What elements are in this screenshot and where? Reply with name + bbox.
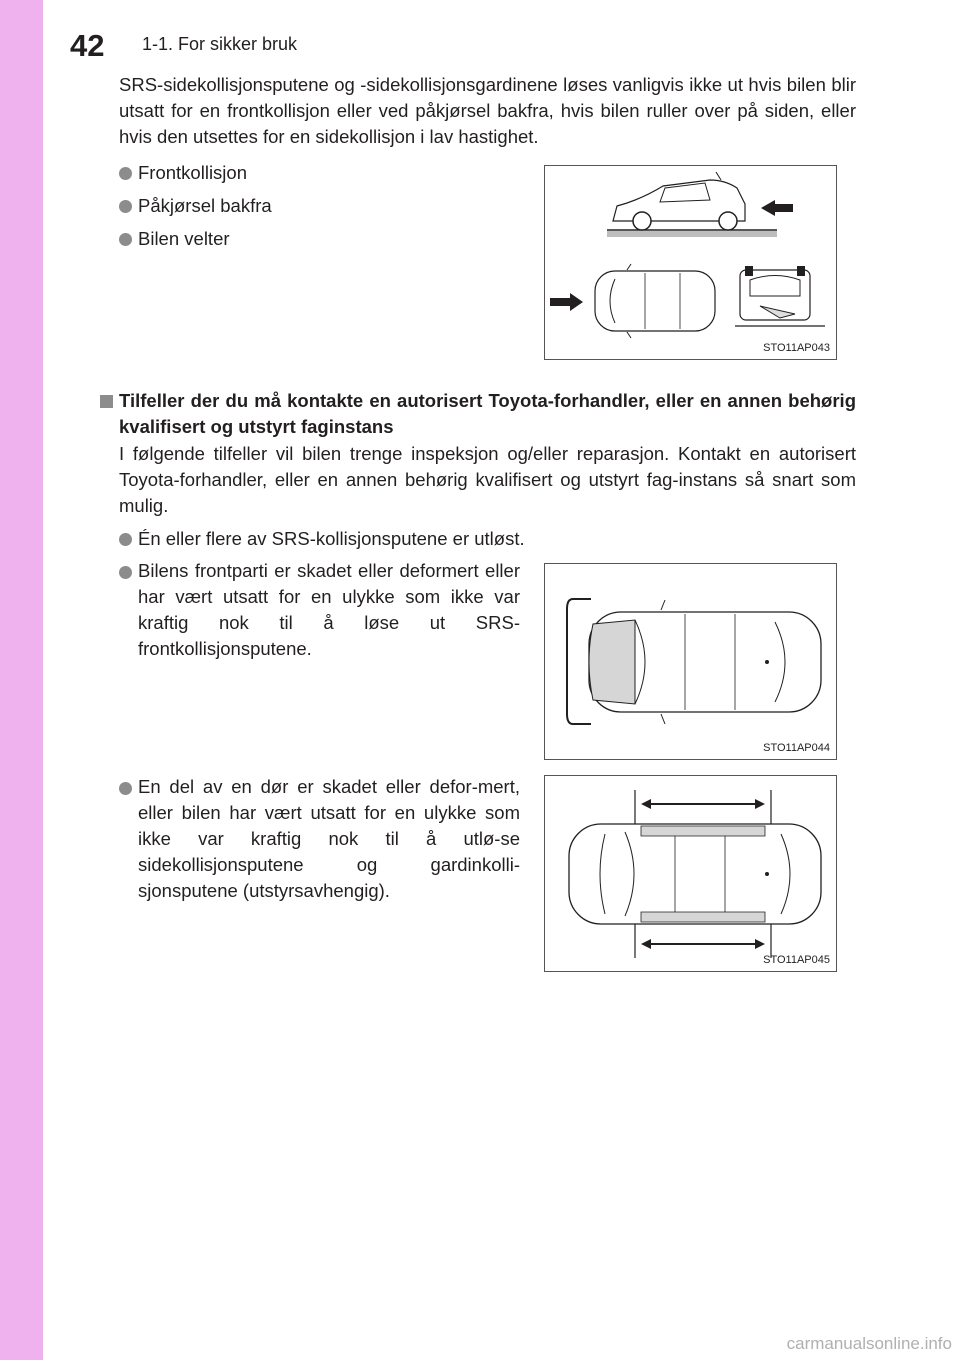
figure-code: STO11AP045 [763,954,830,966]
bullet-dot-icon [119,233,132,246]
bullet-label: Bilen velter [138,228,230,249]
bullet-airbags-deployed [119,526,856,552]
section-square-icon [100,395,113,408]
site-watermark[interactable]: carmanualsonline.info [786,1334,952,1353]
page-number: 42 [70,28,105,63]
figure-code: STO11AP044 [763,742,830,754]
bullet-label: Frontkollisjon [138,162,247,183]
figure-side-damage [544,775,837,972]
page-header [43,20,960,66]
bullet-door-damage: En del av en dør er skadet eller defor-mert, eller bilen har vært utsatt for en ulykke som ikke var kraftig nok til å utlø-se sidekollisjonsputene og gardinkolli-sjonsputene (utstyrsavhengig). [138,776,520,901]
bullet-rear-impact [119,193,272,219]
bullet-front-damage: Bilens frontparti er skadet eller deformert eller har vært utsatt for en ulykke som ikke var kraftig nok til å løse ut SRS-frontkollisjonsputene. [138,560,520,659]
bullet-front-collision [119,160,247,186]
bullet-label: Påkjørsel bakfra [138,195,272,216]
bullet-rollover [119,226,230,252]
bullet-dot-icon [119,533,132,546]
figure-code: STO11AP043 [763,342,830,354]
bullet-dot-icon [119,200,132,213]
intro-paragraph: SRS-sidekollisjonsputene og -sidekollisjonsgardinene løses vanligvis ikke ut hvis bilen blir utsatt for en frontkollisjon eller ved påkjørsel bakfra, hvis bilen ruller over på siden, eller hvis den utsettes for en sidekollisjon i lav hastighet. [119,74,856,147]
section-heading: Tilfeller der du må kontakte en autorisert Toyota-forhandler, eller en annen behørig kvalifisert og utstyrt faginstans [119,390,856,437]
car-top-view-side [545,776,836,971]
bullet-dot-icon [119,167,132,180]
car-illustration-collisions [545,166,836,359]
figure-front-damage [544,563,837,760]
figure-collision-types [544,165,837,360]
bullet-label: Én eller flere av SRS-kollisjonsputene er utløst. [138,528,525,549]
page-sidebar-tab [0,0,43,1360]
section-title: 1-1. For sikker bruk [142,34,298,54]
bullet-dot-icon [119,566,132,579]
bullet-dot-icon [119,782,132,795]
car-top-view-front [545,564,836,759]
section-body: I følgende tilfeller vil bilen trenge inspeksjon og/eller reparasjon. Kontakt en autorisert Toyota-forhandler, eller en annen behørig kvalifisert og utstyrt fag-instans så snart som mulig. [119,443,856,516]
